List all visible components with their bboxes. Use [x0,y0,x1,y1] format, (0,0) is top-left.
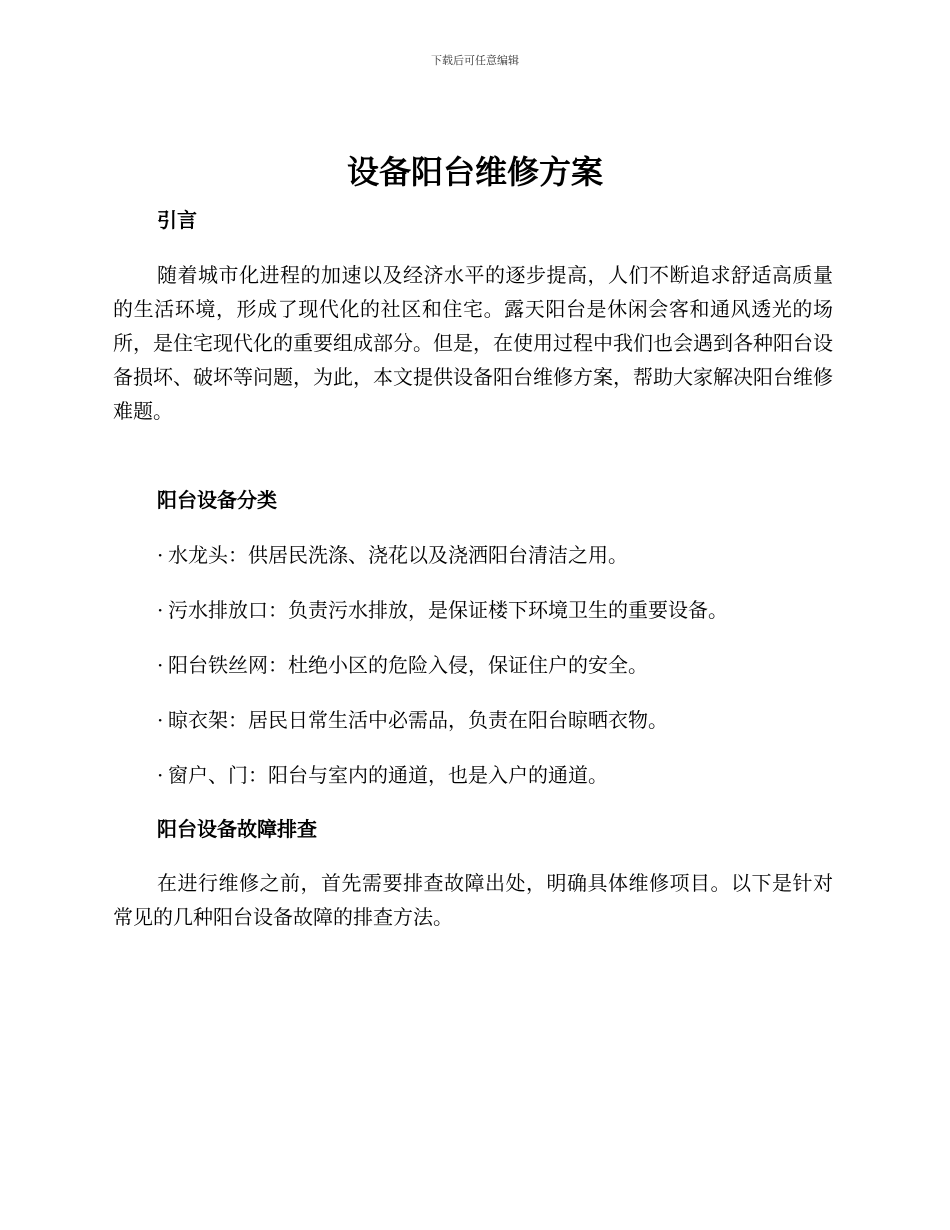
list-item [157,541,628,569]
bullet-marker: · [157,708,164,732]
section-heading-equipment-categories: 阳台设备分类 [157,488,277,512]
page-header-note: 下载后可任意编辑 [431,54,519,67]
list-item-text: 窗户、门：阳台与室内的通道，也是入户的通道。 [168,763,608,787]
bullet-marker: · [157,543,164,567]
fault-check-paragraph: 在进行维修之前，首先需要排查故障出处，明确具体维修项目。以下是针对常见的几种阳台设备故障的排查方法。 [113,871,833,929]
list-item [157,651,648,679]
list-item [157,761,608,789]
list-item-text: 污水排放口：负责污水排放，是保证楼下环境卫生的重要设备。 [168,598,728,622]
list-item [157,706,668,734]
list-item-text: 阳台铁丝网：杜绝小区的危险入侵，保证住户的安全。 [168,653,648,677]
list-item-text: 水龙头：供居民洗涤、浇花以及浇洒阳台清洁之用。 [168,543,628,567]
list-item-text: 晾衣架：居民日常生活中必需品，负责在阳台晾晒衣物。 [168,708,668,732]
bullet-marker: · [157,598,164,622]
bullet-marker: · [157,653,164,677]
list-item [157,596,728,624]
bullet-marker: · [157,763,164,787]
document-title: 设备阳台维修方案 [346,153,603,191]
intro-paragraph: 随着城市化进程的加速以及经济水平的逐步提高，人们不断追求舒适高质量的生活环境，形成了现代化的社区和住宅。露天阳台是休闲会客和通风透光的场所，是住宅现代化的重要组成部分。但是，在使用过程中我们也会遇到各种阳台设备损坏、破坏等问题，为此，本文提供设备阳台维修方案，帮助大家解决阳台维修难题。 [113,263,833,423]
section-heading-intro: 引言 [157,208,197,232]
section-heading-fault-check: 阳台设备故障排查 [157,817,317,841]
